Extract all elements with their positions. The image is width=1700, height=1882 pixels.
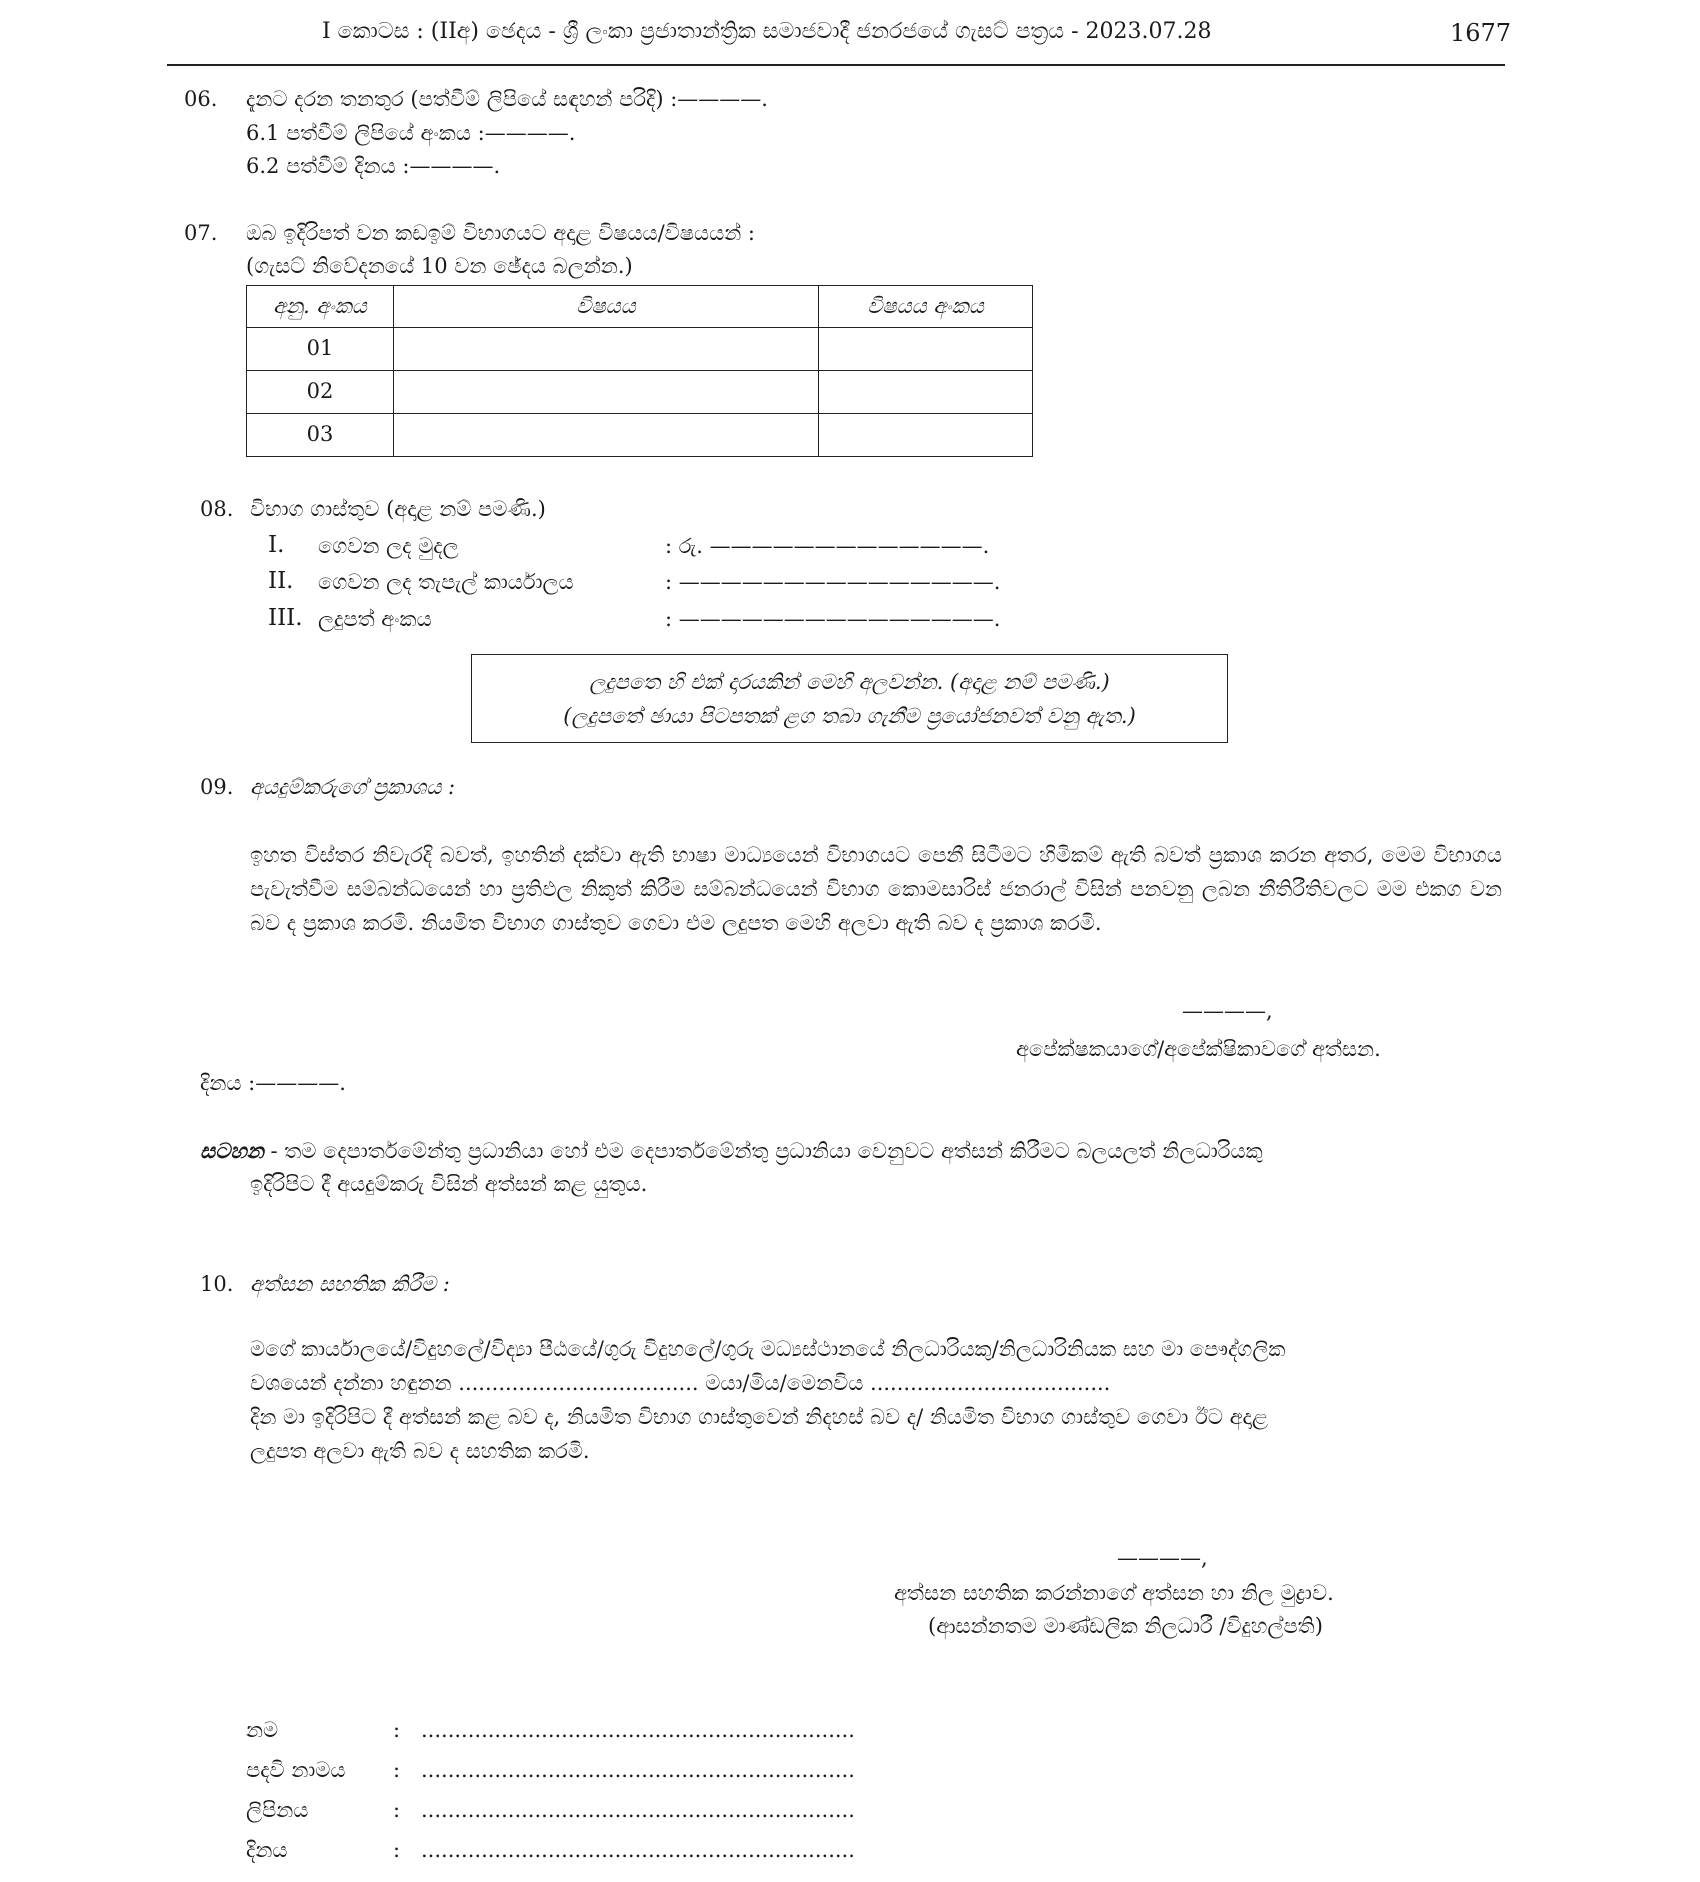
note-label: සටහන [200, 1138, 264, 1163]
table-row [247, 371, 1033, 414]
section-08-title: විභාග ගාස්තුව (අදාළ නම් පමණි.) [250, 497, 546, 521]
section-07-text: ඔබ ඉදිරිපත් වන කඩඉම් විභාගයට අදාළ විෂයය/විෂයයන් : [246, 221, 755, 245]
fee-item-roman: II. [268, 568, 294, 594]
field-label-date: දිනය [246, 1838, 288, 1862]
fee-item-roman: III. [268, 605, 303, 631]
header-subject-no: විෂයය අංකය [819, 286, 1033, 328]
field-colon: : [393, 1758, 401, 1782]
section-10-number: 10. [200, 1272, 234, 1296]
date-field[interactable]: ................................................................. [421, 1838, 855, 1862]
certifier-signature-caption: අත්සන සහතික කරන්නාගේ අත්සන හා නිල මුද්‍රාව. [894, 1581, 1334, 1605]
post-office-field[interactable]: : ———————————————. [665, 570, 1001, 594]
subjects-table [246, 285, 1033, 457]
section-08-number: 08. [200, 497, 234, 521]
certifier-signature-line[interactable]: ————, [1117, 1546, 1208, 1570]
field-label-designation: පදවි නාමය [246, 1758, 346, 1782]
running-title: I කොටස : (IIඅ) ඡෙදය - ශ්‍රී ලංකා ප්‍රජාතාන්ත්‍රික සමාජවාදී ජනරජයේ ගැසට් පත්‍රය - 2023.07.28 [322, 19, 1212, 44]
serial-cell: 01 [247, 328, 394, 371]
header-subject: විෂයය [394, 286, 819, 328]
note-text: - තම දෙපාර්තමේන්තු ප්‍රධානියා හෝ එම දෙපාර්තමේන්තු ප්‍රධානියා වෙනුවට අත්සන් කිරීමට බලයලත් නිලධාරියකු [263, 1139, 1263, 1163]
declaration-date-field[interactable]: දිනය :————. [200, 1071, 346, 1095]
section-06-1: 6.1 පත්වීම් ලිපියේ අංකය :————. [246, 121, 576, 145]
field-colon: : [393, 1798, 401, 1822]
section-07-number: 07. [184, 221, 218, 245]
section-10-title: අත්සන සහතික කිරීම : [250, 1272, 450, 1296]
section-09-number: 09. [200, 775, 234, 799]
table-row [247, 414, 1033, 457]
serial-cell: 02 [247, 371, 394, 414]
declaration-body: ඉහත විස්තර නිවැරදි බවත්, ඉහතින් දක්වා ඇති භාෂා මාධ්‍යයෙන් විභාගයට පෙනී සිටීමට හිමිකම් ඇති බවත් ප්‍රකාශ කරන අතර, මෙම විභාගය පැවැත්වීම සම්බන්ධයෙන් හා ප්‍රතිඵල නිකුත් කිරීම සම්බන්ධයෙන් විභාග කොමසාරිස් ජනරාල් විසින් පනවනු ලබන නීතිරීතිවලට මම එකග වන බව ද ප්‍රකාශ කරමි. නියමිත විභාග ගාස්තුව ගෙවා එම ලදුපත මෙහි අලවා ඇති බව ද ප්‍රකාශ කරමි. [250, 843, 1502, 935]
note-paragraph [200, 1137, 1263, 1165]
table-row [247, 328, 1033, 371]
name-field[interactable]: ................................................................. [421, 1718, 855, 1742]
field-label-name: නම [246, 1718, 279, 1742]
subject-no-cell[interactable] [819, 371, 1033, 414]
header-serial-no: අනු. අංකය [247, 286, 394, 328]
certification-line-1: මගේ කාර්යාලයේ/විදුහලේ/විද්‍යා පීඨයේ/ගුරු විදුහලේ/ගුරු මධ්‍යස්ථානයේ නිලධාරියකු/නිලධාරිනියක සහ මා පෞද්ගලික [250, 1337, 1286, 1361]
header-rule [167, 64, 1505, 66]
fee-item-label: ලදුපත් අංකය [318, 607, 432, 631]
section-06-number: 06. [184, 87, 218, 111]
section-07-note: (ගැසට් නිවේදනයේ 10 වන ඡේදය බලන්න.) [246, 254, 633, 278]
certification-line-2[interactable]: වශයෙන් දන්නා හඳුනන .................................... මයා/මිය/මෙනවිය .................................... [250, 1371, 1111, 1395]
fee-amount-field[interactable]: : රු. —————————————. [665, 534, 990, 558]
page-number: 1677 [1450, 19, 1512, 47]
subject-no-cell[interactable] [819, 414, 1033, 457]
applicant-signature-caption: අපේක්ෂකයාගේ/අපේක්ෂිකාවගේ අත්සන. [1016, 1037, 1381, 1061]
fee-item-label: ගෙවන ලද තැපැල් කාර්යාලය [318, 570, 574, 594]
fee-item-roman: I. [268, 532, 285, 558]
section-09-title: අයදුම්කරුගේ ප්‍රකාශය : [250, 775, 456, 799]
certification-line-3: දින මා ඉදිරිපිට දී අත්සන් කළ බව ද, නියමිත විභාග ගාස්තුවෙන් නිදහස් බව ද/ නියමිත විභාග ගාස්තුව ගෙවා ඊට අදාළ [250, 1405, 1268, 1429]
section-06-2: 6.2 පත්වීම් දිනය :————. [246, 154, 501, 178]
subject-cell[interactable] [394, 414, 819, 457]
address-field[interactable]: ................................................................. [421, 1798, 855, 1822]
certifier-designation: (ආසන්නතම මාණ්ඩලික නිලධාරී /විදුහල්පති) [928, 1614, 1323, 1638]
fee-item-label: ගෙවන ලද මුදල [318, 534, 459, 558]
subject-cell[interactable] [394, 371, 819, 414]
field-colon: : [393, 1718, 401, 1742]
certification-line-4: ලදුපත අලවා ඇති බව ද සහතික කරමි. [250, 1439, 590, 1463]
receipt-number-field[interactable]: : ———————————————. [665, 607, 1001, 631]
designation-field[interactable]: ................................................................. [421, 1758, 855, 1782]
subject-no-cell[interactable] [819, 328, 1033, 371]
table-header-row [247, 286, 1033, 328]
receipt-box-line-1: ලදුපතෙ හි එක් දාරයකින් මෙහි අලවන්න. (අදාළ නම් පමණි.) [589, 670, 1110, 694]
applicant-signature-line[interactable]: ————, [1182, 999, 1273, 1023]
note-text-line-2: ඉදිරිපිට දී අයදුම්කරු විසින් අත්සන් කළ යුතුය. [250, 1172, 648, 1196]
field-label-address: ලිපිනය [246, 1798, 309, 1822]
subject-cell[interactable] [394, 328, 819, 371]
receipt-box-line-2: (ලදුපතේ ඡායා පිටපතක් ළග තබා ගැනීම ප්‍රයෝජනවත් වනු ඇත.) [563, 704, 1136, 728]
receipt-paste-box [471, 654, 1228, 743]
field-colon: : [393, 1838, 401, 1862]
serial-cell: 03 [247, 414, 394, 457]
section-06-text: දැනට දරන තනතුර (පත්වීම් ලිපියේ සඳහන් පරිදි) :————. [246, 87, 768, 111]
